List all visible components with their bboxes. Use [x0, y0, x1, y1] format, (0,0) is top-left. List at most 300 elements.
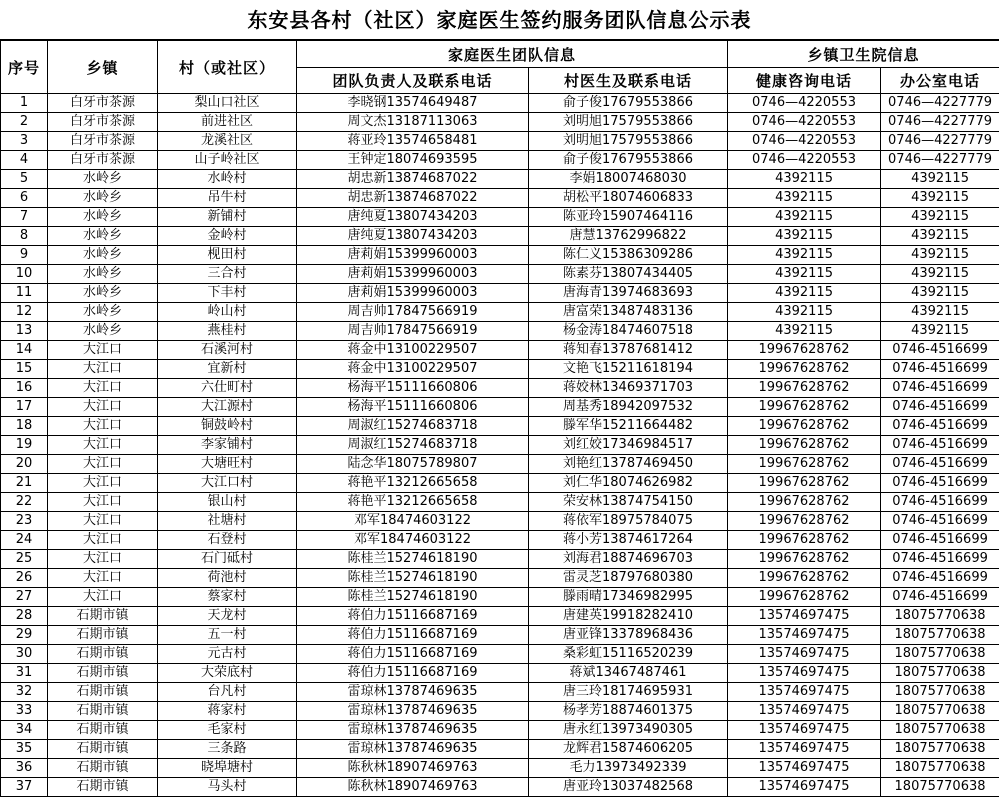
health-phone-cell[interactable]: 19967628762 [728, 341, 881, 360]
doctor-cell[interactable]: 李娟18007468030 [529, 170, 728, 189]
header-seq[interactable]: 序号 [1, 41, 48, 94]
table-row [1, 569, 999, 588]
health-phone-cell[interactable]: 4392115 [728, 322, 881, 341]
doctor-cell[interactable]: 蒋斌13467487461 [529, 664, 728, 683]
leader-cell[interactable]: 李晓钢13574649487 [297, 94, 529, 113]
village-cell[interactable]: 下丰村 [158, 284, 297, 303]
office-phone-cell[interactable]: 18075770638 [881, 664, 999, 683]
health-phone-cell[interactable]: 19967628762 [728, 379, 881, 398]
health-phone-cell[interactable]: 4392115 [728, 265, 881, 284]
doctor-cell[interactable]: 胡松平18074606833 [529, 189, 728, 208]
leader-cell[interactable]: 王钟定18074693595 [297, 151, 529, 170]
office-phone-cell[interactable]: 18075770638 [881, 759, 999, 778]
doctor-cell[interactable]: 蒋姣林13469371703 [529, 379, 728, 398]
seq-cell[interactable]: 24 [1, 531, 48, 550]
office-phone-cell[interactable]: 0746—4227779 [881, 113, 999, 132]
office-phone-cell[interactable]: 4392115 [881, 189, 999, 208]
doctor-cell[interactable]: 杨孝芳18874601375 [529, 702, 728, 721]
seq-cell[interactable]: 19 [1, 436, 48, 455]
leader-cell[interactable]: 周吉帅17847566919 [297, 322, 529, 341]
doctor-cell[interactable]: 陈亚玲15907464116 [529, 208, 728, 227]
header-team-group[interactable]: 家庭医生团队信息 [297, 41, 728, 68]
town-cell[interactable]: 白牙市茶源 [48, 151, 158, 170]
leader-cell[interactable]: 周淑红15274683718 [297, 436, 529, 455]
leader-cell[interactable]: 雷琼林13787469635 [297, 683, 529, 702]
office-phone-cell[interactable]: 4392115 [881, 208, 999, 227]
office-phone-cell[interactable]: 4392115 [881, 227, 999, 246]
leader-cell[interactable]: 胡忠新13874687022 [297, 189, 529, 208]
leader-cell[interactable]: 蒋艳平13212665658 [297, 474, 529, 493]
leader-cell[interactable]: 唐纯夏13807434203 [297, 227, 529, 246]
village-cell[interactable]: 前进社区 [158, 113, 297, 132]
seq-cell[interactable]: 7 [1, 208, 48, 227]
town-cell[interactable]: 石期市镇 [48, 645, 158, 664]
village-cell[interactable]: 大江口村 [158, 474, 297, 493]
seq-cell[interactable]: 8 [1, 227, 48, 246]
table-row [1, 588, 999, 607]
office-phone-cell[interactable]: 0746—4227779 [881, 151, 999, 170]
doctor-cell[interactable]: 俞子俊17679553866 [529, 151, 728, 170]
seq-cell[interactable]: 1 [1, 94, 48, 113]
leader-cell[interactable]: 周文杰13187113063 [297, 113, 529, 132]
leader-cell[interactable]: 唐莉娟15399960003 [297, 284, 529, 303]
town-cell[interactable]: 水岭乡 [48, 208, 158, 227]
health-phone-cell[interactable]: 4392115 [728, 189, 881, 208]
village-cell[interactable]: 荷池村 [158, 569, 297, 588]
table-row [1, 531, 999, 550]
village-cell[interactable]: 山子岭社区 [158, 151, 297, 170]
office-phone-cell[interactable]: 18075770638 [881, 626, 999, 645]
town-cell[interactable]: 白牙市茶源 [48, 113, 158, 132]
doctor-cell[interactable]: 唐永红13973490305 [529, 721, 728, 740]
office-phone-cell[interactable]: 0746-4516699 [881, 341, 999, 360]
health-phone-cell[interactable]: 19967628762 [728, 474, 881, 493]
health-phone-cell[interactable]: 19967628762 [728, 417, 881, 436]
village-cell[interactable]: 石溪河村 [158, 341, 297, 360]
health-phone-cell[interactable]: 13574697475 [728, 778, 881, 797]
town-cell[interactable]: 大江口 [48, 455, 158, 474]
village-cell[interactable]: 吊牛村 [158, 189, 297, 208]
doctor-cell[interactable]: 陈仁义15386309286 [529, 246, 728, 265]
health-phone-cell[interactable]: 13574697475 [728, 607, 881, 626]
table-row [1, 455, 999, 474]
leader-cell[interactable]: 雷琼林13787469635 [297, 721, 529, 740]
header-doctor[interactable]: 村医生及联系电话 [529, 68, 728, 94]
village-cell[interactable]: 马头村 [158, 778, 297, 797]
village-cell[interactable]: 大塘旺村 [158, 455, 297, 474]
village-cell[interactable]: 毛家村 [158, 721, 297, 740]
seq-cell[interactable]: 6 [1, 189, 48, 208]
seq-cell[interactable]: 2 [1, 113, 48, 132]
leader-cell[interactable]: 陈桂兰15274618190 [297, 550, 529, 569]
village-cell[interactable]: 晓埠塘村 [158, 759, 297, 778]
table-row [1, 360, 999, 379]
table-row [1, 512, 999, 531]
town-cell[interactable]: 大江口 [48, 569, 158, 588]
health-phone-cell[interactable]: 13574697475 [728, 702, 881, 721]
seq-cell[interactable]: 10 [1, 265, 48, 284]
health-phone-cell[interactable]: 19967628762 [728, 569, 881, 588]
seq-cell[interactable]: 27 [1, 588, 48, 607]
office-phone-cell[interactable]: 0746-4516699 [881, 531, 999, 550]
leader-cell[interactable]: 陈桂兰15274618190 [297, 569, 529, 588]
town-cell[interactable]: 水岭乡 [48, 303, 158, 322]
doctor-cell[interactable]: 唐富荣13487483136 [529, 303, 728, 322]
village-cell[interactable]: 六仕町村 [158, 379, 297, 398]
table-row [1, 265, 999, 284]
table-row [1, 398, 999, 417]
leader-cell[interactable]: 唐莉娟15399960003 [297, 246, 529, 265]
seq-cell[interactable]: 23 [1, 512, 48, 531]
health-phone-cell[interactable]: 19967628762 [728, 360, 881, 379]
leader-cell[interactable]: 雷琼林13787469635 [297, 740, 529, 759]
leader-cell[interactable]: 杨海平15111660806 [297, 398, 529, 417]
health-phone-cell[interactable]: 19967628762 [728, 512, 881, 531]
doctor-cell[interactable]: 刘明旭17579553866 [529, 113, 728, 132]
health-phone-cell[interactable]: 4392115 [728, 246, 881, 265]
doctor-cell[interactable]: 蒋小芳13874617264 [529, 531, 728, 550]
seq-cell[interactable]: 30 [1, 645, 48, 664]
office-phone-cell[interactable]: 0746-4516699 [881, 360, 999, 379]
table-row [1, 645, 999, 664]
table-row [1, 284, 999, 303]
office-phone-cell[interactable]: 18075770638 [881, 607, 999, 626]
info-table [0, 40, 999, 797]
leader-cell[interactable]: 陆念华18075789807 [297, 455, 529, 474]
table-row [1, 208, 999, 227]
table-row [1, 113, 999, 132]
town-cell[interactable]: 水岭乡 [48, 246, 158, 265]
health-phone-cell[interactable]: 19967628762 [728, 398, 881, 417]
doctor-cell[interactable]: 毛力13973492339 [529, 759, 728, 778]
village-cell[interactable]: 枧田村 [158, 246, 297, 265]
seq-cell[interactable]: 18 [1, 417, 48, 436]
leader-cell[interactable]: 陈秋林18907469763 [297, 778, 529, 797]
header-leader[interactable]: 团队负责人及联系电话 [297, 68, 529, 94]
village-cell[interactable]: 铜鼓岭村 [158, 417, 297, 436]
doctor-cell[interactable]: 唐慧13762996822 [529, 227, 728, 246]
town-cell[interactable]: 大江口 [48, 512, 158, 531]
village-cell[interactable]: 蔡家村 [158, 588, 297, 607]
village-cell[interactable]: 社塘村 [158, 512, 297, 531]
leader-cell[interactable]: 蒋伯力15116687169 [297, 645, 529, 664]
office-phone-cell[interactable]: 4392115 [881, 284, 999, 303]
seq-cell[interactable]: 33 [1, 702, 48, 721]
village-cell[interactable]: 梨山口社区 [158, 94, 297, 113]
leader-cell[interactable]: 蒋伯力15116687169 [297, 626, 529, 645]
village-cell[interactable]: 三合村 [158, 265, 297, 284]
village-cell[interactable]: 大江源村 [158, 398, 297, 417]
health-phone-cell[interactable]: 4392115 [728, 170, 881, 189]
leader-cell[interactable]: 雷琼林13787469635 [297, 702, 529, 721]
doctor-cell[interactable]: 蒋依军18975784075 [529, 512, 728, 531]
leader-cell[interactable]: 蒋伯力15116687169 [297, 607, 529, 626]
header-town[interactable]: 乡镇 [48, 41, 158, 94]
village-cell[interactable]: 燕桂村 [158, 322, 297, 341]
doctor-cell[interactable]: 荣安林13874754150 [529, 493, 728, 512]
village-cell[interactable]: 新铺村 [158, 208, 297, 227]
leader-cell[interactable]: 周淑红15274683718 [297, 417, 529, 436]
leader-cell[interactable]: 蒋金中13100229507 [297, 360, 529, 379]
doctor-cell[interactable]: 刘艳红13787469450 [529, 455, 728, 474]
table-row [1, 683, 999, 702]
health-phone-cell[interactable]: 4392115 [728, 303, 881, 322]
seq-cell[interactable]: 28 [1, 607, 48, 626]
town-cell[interactable]: 大江口 [48, 360, 158, 379]
table-row [1, 550, 999, 569]
leader-cell[interactable]: 陈桂兰15274618190 [297, 588, 529, 607]
health-phone-cell[interactable]: 4392115 [728, 208, 881, 227]
seq-cell[interactable]: 36 [1, 759, 48, 778]
health-phone-cell[interactable]: 19967628762 [728, 531, 881, 550]
seq-cell[interactable]: 3 [1, 132, 48, 151]
office-phone-cell[interactable]: 0746—4227779 [881, 94, 999, 113]
town-cell[interactable]: 大江口 [48, 379, 158, 398]
table-row [1, 322, 999, 341]
town-cell[interactable]: 水岭乡 [48, 265, 158, 284]
health-phone-cell[interactable]: 13574697475 [728, 683, 881, 702]
town-cell[interactable]: 石期市镇 [48, 721, 158, 740]
leader-cell[interactable]: 邓军18474603122 [297, 512, 529, 531]
seq-cell[interactable]: 9 [1, 246, 48, 265]
office-phone-cell[interactable]: 0746-4516699 [881, 474, 999, 493]
seq-cell[interactable]: 11 [1, 284, 48, 303]
office-phone-cell[interactable]: 0746—4227779 [881, 132, 999, 151]
office-phone-cell[interactable]: 0746-4516699 [881, 493, 999, 512]
table-row [1, 151, 999, 170]
leader-cell[interactable]: 蒋亚玲13574658481 [297, 132, 529, 151]
doctor-cell[interactable]: 俞子俊17679553866 [529, 94, 728, 113]
table-row [1, 740, 999, 759]
office-phone-cell[interactable]: 18075770638 [881, 683, 999, 702]
town-cell[interactable]: 白牙市茶源 [48, 94, 158, 113]
office-phone-cell[interactable]: 4392115 [881, 303, 999, 322]
health-phone-cell[interactable]: 13574697475 [728, 645, 881, 664]
town-cell[interactable]: 石期市镇 [48, 759, 158, 778]
doctor-cell[interactable]: 刘明旭17579553866 [529, 132, 728, 151]
office-phone-cell[interactable]: 18075770638 [881, 645, 999, 664]
doctor-cell[interactable]: 刘红姣17346984517 [529, 436, 728, 455]
health-phone-cell[interactable]: 0746—4220553 [728, 151, 881, 170]
health-phone-cell[interactable]: 13574697475 [728, 664, 881, 683]
village-cell[interactable]: 五一村 [158, 626, 297, 645]
town-cell[interactable]: 石期市镇 [48, 607, 158, 626]
town-cell[interactable]: 大江口 [48, 531, 158, 550]
sheet-title: 东安县各村（社区）家庭医生签约服务团队信息公示表 [0, 0, 999, 40]
village-cell[interactable]: 李家铺村 [158, 436, 297, 455]
office-phone-cell[interactable]: 0746-4516699 [881, 512, 999, 531]
seq-cell[interactable]: 31 [1, 664, 48, 683]
doctor-cell[interactable]: 滕军华15211664482 [529, 417, 728, 436]
seq-cell[interactable]: 35 [1, 740, 48, 759]
health-phone-cell[interactable]: 0746—4220553 [728, 132, 881, 151]
leader-cell[interactable]: 唐莉娟15399960003 [297, 265, 529, 284]
seq-cell[interactable]: 25 [1, 550, 48, 569]
health-phone-cell[interactable]: 19967628762 [728, 588, 881, 607]
town-cell[interactable]: 大江口 [48, 550, 158, 569]
village-cell[interactable]: 石登村 [158, 531, 297, 550]
seq-cell[interactable]: 15 [1, 360, 48, 379]
doctor-cell[interactable]: 唐亚玲13037482568 [529, 778, 728, 797]
town-cell[interactable]: 水岭乡 [48, 170, 158, 189]
seq-cell[interactable]: 37 [1, 778, 48, 797]
health-phone-cell[interactable]: 19967628762 [728, 493, 881, 512]
office-phone-cell[interactable]: 4392115 [881, 170, 999, 189]
office-phone-cell[interactable]: 0746-4516699 [881, 436, 999, 455]
health-phone-cell[interactable]: 13574697475 [728, 626, 881, 645]
table-row [1, 474, 999, 493]
town-cell[interactable]: 大江口 [48, 341, 158, 360]
office-phone-cell[interactable]: 0746-4516699 [881, 455, 999, 474]
leader-cell[interactable]: 胡忠新13874687022 [297, 170, 529, 189]
health-phone-cell[interactable]: 13574697475 [728, 721, 881, 740]
town-cell[interactable]: 大江口 [48, 493, 158, 512]
doctor-cell[interactable]: 唐海青13974683693 [529, 284, 728, 303]
town-cell[interactable]: 水岭乡 [48, 284, 158, 303]
doctor-cell[interactable]: 雷灵芝18797680380 [529, 569, 728, 588]
town-cell[interactable]: 大江口 [48, 417, 158, 436]
header-office-phone[interactable]: 办公室电话 [881, 68, 999, 94]
doctor-cell[interactable]: 文艳飞15211618194 [529, 360, 728, 379]
table-row [1, 778, 999, 797]
town-cell[interactable]: 石期市镇 [48, 778, 158, 797]
table-row [1, 664, 999, 683]
leader-cell[interactable]: 杨海平15111660806 [297, 379, 529, 398]
doctor-cell[interactable]: 杨金涛18474607518 [529, 322, 728, 341]
health-phone-cell[interactable]: 19967628762 [728, 436, 881, 455]
town-cell[interactable]: 石期市镇 [48, 702, 158, 721]
town-cell[interactable]: 大江口 [48, 474, 158, 493]
leader-cell[interactable]: 周吉帅17847566919 [297, 303, 529, 322]
village-cell[interactable]: 元古村 [158, 645, 297, 664]
doctor-cell[interactable]: 唐建英19918282410 [529, 607, 728, 626]
seq-cell[interactable]: 34 [1, 721, 48, 740]
health-phone-cell[interactable]: 13574697475 [728, 740, 881, 759]
seq-cell[interactable]: 20 [1, 455, 48, 474]
health-phone-cell[interactable]: 13574697475 [728, 759, 881, 778]
town-cell[interactable]: 石期市镇 [48, 740, 158, 759]
table-row [1, 721, 999, 740]
office-phone-cell[interactable]: 0746-4516699 [881, 588, 999, 607]
office-phone-cell[interactable]: 18075770638 [881, 740, 999, 759]
doctor-cell[interactable]: 唐三玲18174695931 [529, 683, 728, 702]
header-village[interactable]: 村（或社区） [158, 41, 297, 94]
village-cell[interactable]: 三条路 [158, 740, 297, 759]
doctor-cell[interactable]: 桑彩虹15116520239 [529, 645, 728, 664]
village-cell[interactable]: 水岭村 [158, 170, 297, 189]
seq-cell[interactable]: 16 [1, 379, 48, 398]
town-cell[interactable]: 石期市镇 [48, 683, 158, 702]
town-cell[interactable]: 水岭乡 [48, 227, 158, 246]
town-cell[interactable]: 大江口 [48, 436, 158, 455]
doctor-cell[interactable]: 周基秀18942097532 [529, 398, 728, 417]
town-cell[interactable]: 石期市镇 [48, 664, 158, 683]
seq-cell[interactable]: 29 [1, 626, 48, 645]
table-row [1, 246, 999, 265]
seq-cell[interactable]: 32 [1, 683, 48, 702]
office-phone-cell[interactable]: 18075770638 [881, 721, 999, 740]
seq-cell[interactable]: 22 [1, 493, 48, 512]
town-cell[interactable]: 大江口 [48, 588, 158, 607]
health-phone-cell[interactable]: 0746—4220553 [728, 113, 881, 132]
leader-cell[interactable]: 蒋艳平13212665658 [297, 493, 529, 512]
office-phone-cell[interactable]: 4392115 [881, 246, 999, 265]
town-cell[interactable]: 大江口 [48, 398, 158, 417]
table-row [1, 493, 999, 512]
leader-cell[interactable]: 蒋金中13100229507 [297, 341, 529, 360]
town-cell[interactable]: 水岭乡 [48, 322, 158, 341]
town-cell[interactable]: 白牙市茶源 [48, 132, 158, 151]
village-cell[interactable]: 宜新村 [158, 360, 297, 379]
health-phone-cell[interactable]: 4392115 [728, 227, 881, 246]
office-phone-cell[interactable]: 0746-4516699 [881, 379, 999, 398]
leader-cell[interactable]: 陈秋林18907469763 [297, 759, 529, 778]
table-row [1, 702, 999, 721]
health-phone-cell[interactable]: 19967628762 [728, 455, 881, 474]
office-phone-cell[interactable]: 0746-4516699 [881, 398, 999, 417]
table-row [1, 759, 999, 778]
office-phone-cell[interactable]: 0746-4516699 [881, 550, 999, 569]
header-health-phone[interactable]: 健康咨询电话 [728, 68, 881, 94]
village-cell[interactable]: 龙溪社区 [158, 132, 297, 151]
health-phone-cell[interactable]: 0746—4220553 [728, 94, 881, 113]
health-phone-cell[interactable]: 4392115 [728, 284, 881, 303]
doctor-cell[interactable]: 陈素芬13807434405 [529, 265, 728, 284]
table-row [1, 227, 999, 246]
seq-cell[interactable]: 13 [1, 322, 48, 341]
office-phone-cell[interactable]: 4392115 [881, 265, 999, 284]
seq-cell[interactable]: 21 [1, 474, 48, 493]
village-cell[interactable]: 石门砥村 [158, 550, 297, 569]
doctor-cell[interactable]: 龙辉君15874606205 [529, 740, 728, 759]
seq-cell[interactable]: 26 [1, 569, 48, 588]
leader-cell[interactable]: 邓军18474603122 [297, 531, 529, 550]
seq-cell[interactable]: 12 [1, 303, 48, 322]
town-cell[interactable]: 石期市镇 [48, 626, 158, 645]
village-cell[interactable]: 大荣底村 [158, 664, 297, 683]
seq-cell[interactable]: 5 [1, 170, 48, 189]
seq-cell[interactable]: 4 [1, 151, 48, 170]
table-header [1, 41, 999, 94]
leader-cell[interactable]: 蒋伯力15116687169 [297, 664, 529, 683]
table-row [1, 626, 999, 645]
doctor-cell[interactable]: 唐亚锋13378968436 [529, 626, 728, 645]
office-phone-cell[interactable]: 18075770638 [881, 778, 999, 797]
header-clinic-group[interactable]: 乡镇卫生院信息 [728, 41, 999, 68]
village-cell[interactable]: 金岭村 [158, 227, 297, 246]
doctor-cell[interactable]: 刘海君18874696703 [529, 550, 728, 569]
office-phone-cell[interactable]: 4392115 [881, 322, 999, 341]
office-phone-cell[interactable]: 0746-4516699 [881, 569, 999, 588]
village-cell[interactable]: 天龙村 [158, 607, 297, 626]
village-cell[interactable]: 银山村 [158, 493, 297, 512]
office-phone-cell[interactable]: 0746-4516699 [881, 417, 999, 436]
seq-cell[interactable]: 17 [1, 398, 48, 417]
health-phone-cell[interactable]: 19967628762 [728, 550, 881, 569]
village-cell[interactable]: 台凡村 [158, 683, 297, 702]
doctor-cell[interactable]: 刘仁华18074626982 [529, 474, 728, 493]
town-cell[interactable]: 水岭乡 [48, 189, 158, 208]
table-row [1, 417, 999, 436]
office-phone-cell[interactable]: 18075770638 [881, 702, 999, 721]
village-cell[interactable]: 蒋家村 [158, 702, 297, 721]
table-row [1, 132, 999, 151]
seq-cell[interactable]: 14 [1, 341, 48, 360]
leader-cell[interactable]: 唐纯夏13807434203 [297, 208, 529, 227]
doctor-cell[interactable]: 滕雨晴17346982995 [529, 588, 728, 607]
village-cell[interactable]: 岭山村 [158, 303, 297, 322]
doctor-cell[interactable]: 蒋知春13787681412 [529, 341, 728, 360]
